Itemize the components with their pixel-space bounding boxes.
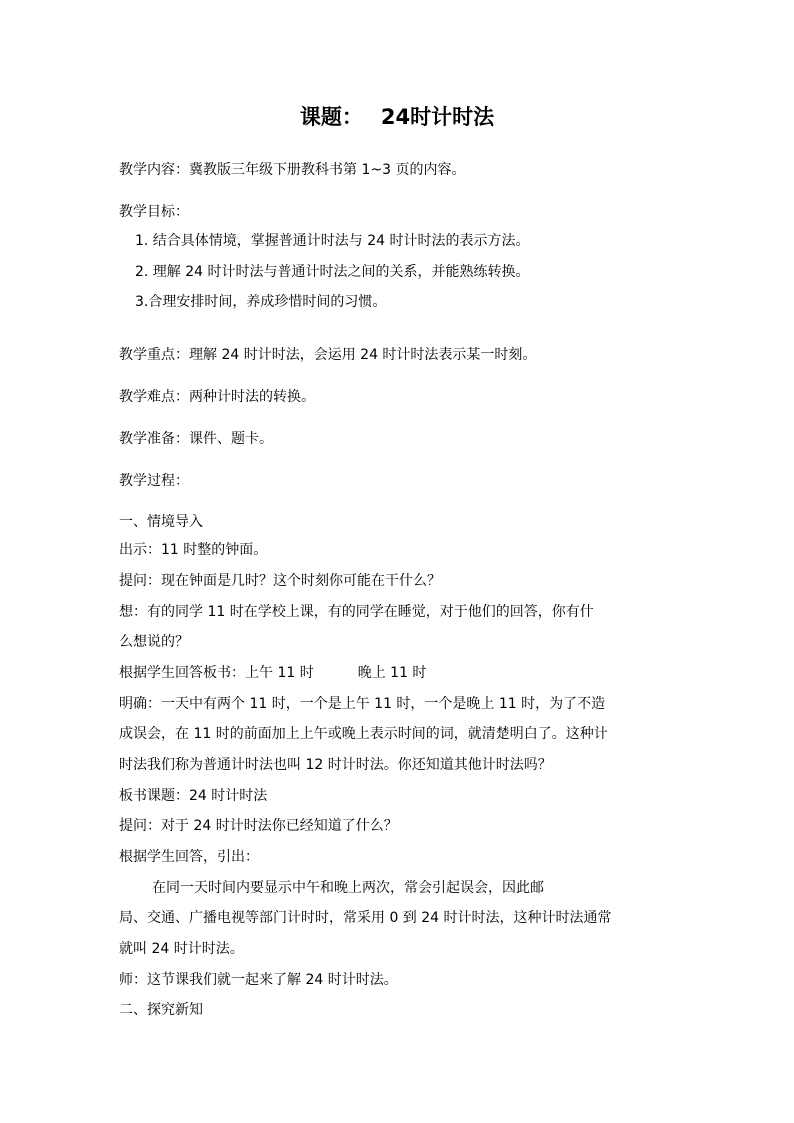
section-heading-1: 一、情境导入 [119,514,203,530]
title-prefix: 课题： [299,105,363,129]
key-point: 教学重点：理解 24 时计时法，会运用 24 时计时法表示某一时刻。 [119,347,537,363]
teaching-content: 教学内容：冀教版三年级下册教科书第 1~3 页的内容。 [119,162,466,178]
think-line-2: 么想说的？ [119,634,189,650]
title-text: 24时计时法 [380,105,495,129]
process-label: 教学过程： [119,473,189,489]
question-1: 提问：现在钟面是几时？这个时刻你可能在干什么？ [119,573,441,589]
teacher-line: 师：这节课我们就一起来了解 24 时计时法。 [119,972,398,988]
page-title [0,100,794,134]
board-note [119,663,426,683]
board-title: 板书课题：24 时计时法 [119,788,268,804]
goals-label: 教学目标： [119,204,189,220]
goal-item-2: 2. 理解 24 时计时法与普通计时法之间的关系，并能熟练转换。 [135,264,530,280]
paragraph-line-1: 在同一天时间内要显示中午和晚上两次，常会引起误会，因此邮 [152,880,544,896]
preparation: 教学准备：课件、题卡。 [119,431,273,447]
answer-lead: 根据学生回答，引出： [119,849,259,865]
section-heading-2: 二、探究新知 [119,1002,203,1018]
goal-item-3: 3.合理安排时间，养成珍惜时间的习惯。 [135,294,387,310]
show-text: 出示：11 时整的钟面。 [119,542,268,558]
think-line-1: 想：有的同学 11 时在学校上课，有的同学在睡觉，对于他们的回答，你有什 [119,604,594,620]
difficulty: 教学难点：两种计时法的转换。 [119,389,315,405]
clarify-line-2: 成误会，在 11 时的前面加上上午或晚上表示时间的词，就清楚明白了。这种计 [119,726,608,742]
clarify-line-1: 明确：一天中有两个 11 时，一个是上午 11 时，一个是晚上 11 时，为了不造 [119,696,606,712]
board-note-a: 根据学生回答板书：上午 11 时 [119,665,314,681]
goal-item-1: 1. 结合具体情境，掌握普通计时法与 24 时计时法的表示方法。 [135,233,530,249]
paragraph-line-3: 就叫 24 时计时法。 [119,941,244,957]
question-2: 提问：对于 24 时计时法你已经知道了什么？ [119,818,398,834]
clarify-line-3: 时法我们称为普通计时法也叫 12 时计时法。你还知道其他计时法吗？ [119,757,552,773]
board-note-b: 晚上 11 时 [357,665,427,681]
paragraph-line-2: 局、交通、广播电视等部门计时时，常采用 0 到 24 时计时法，这种计时法通常 [119,910,612,926]
